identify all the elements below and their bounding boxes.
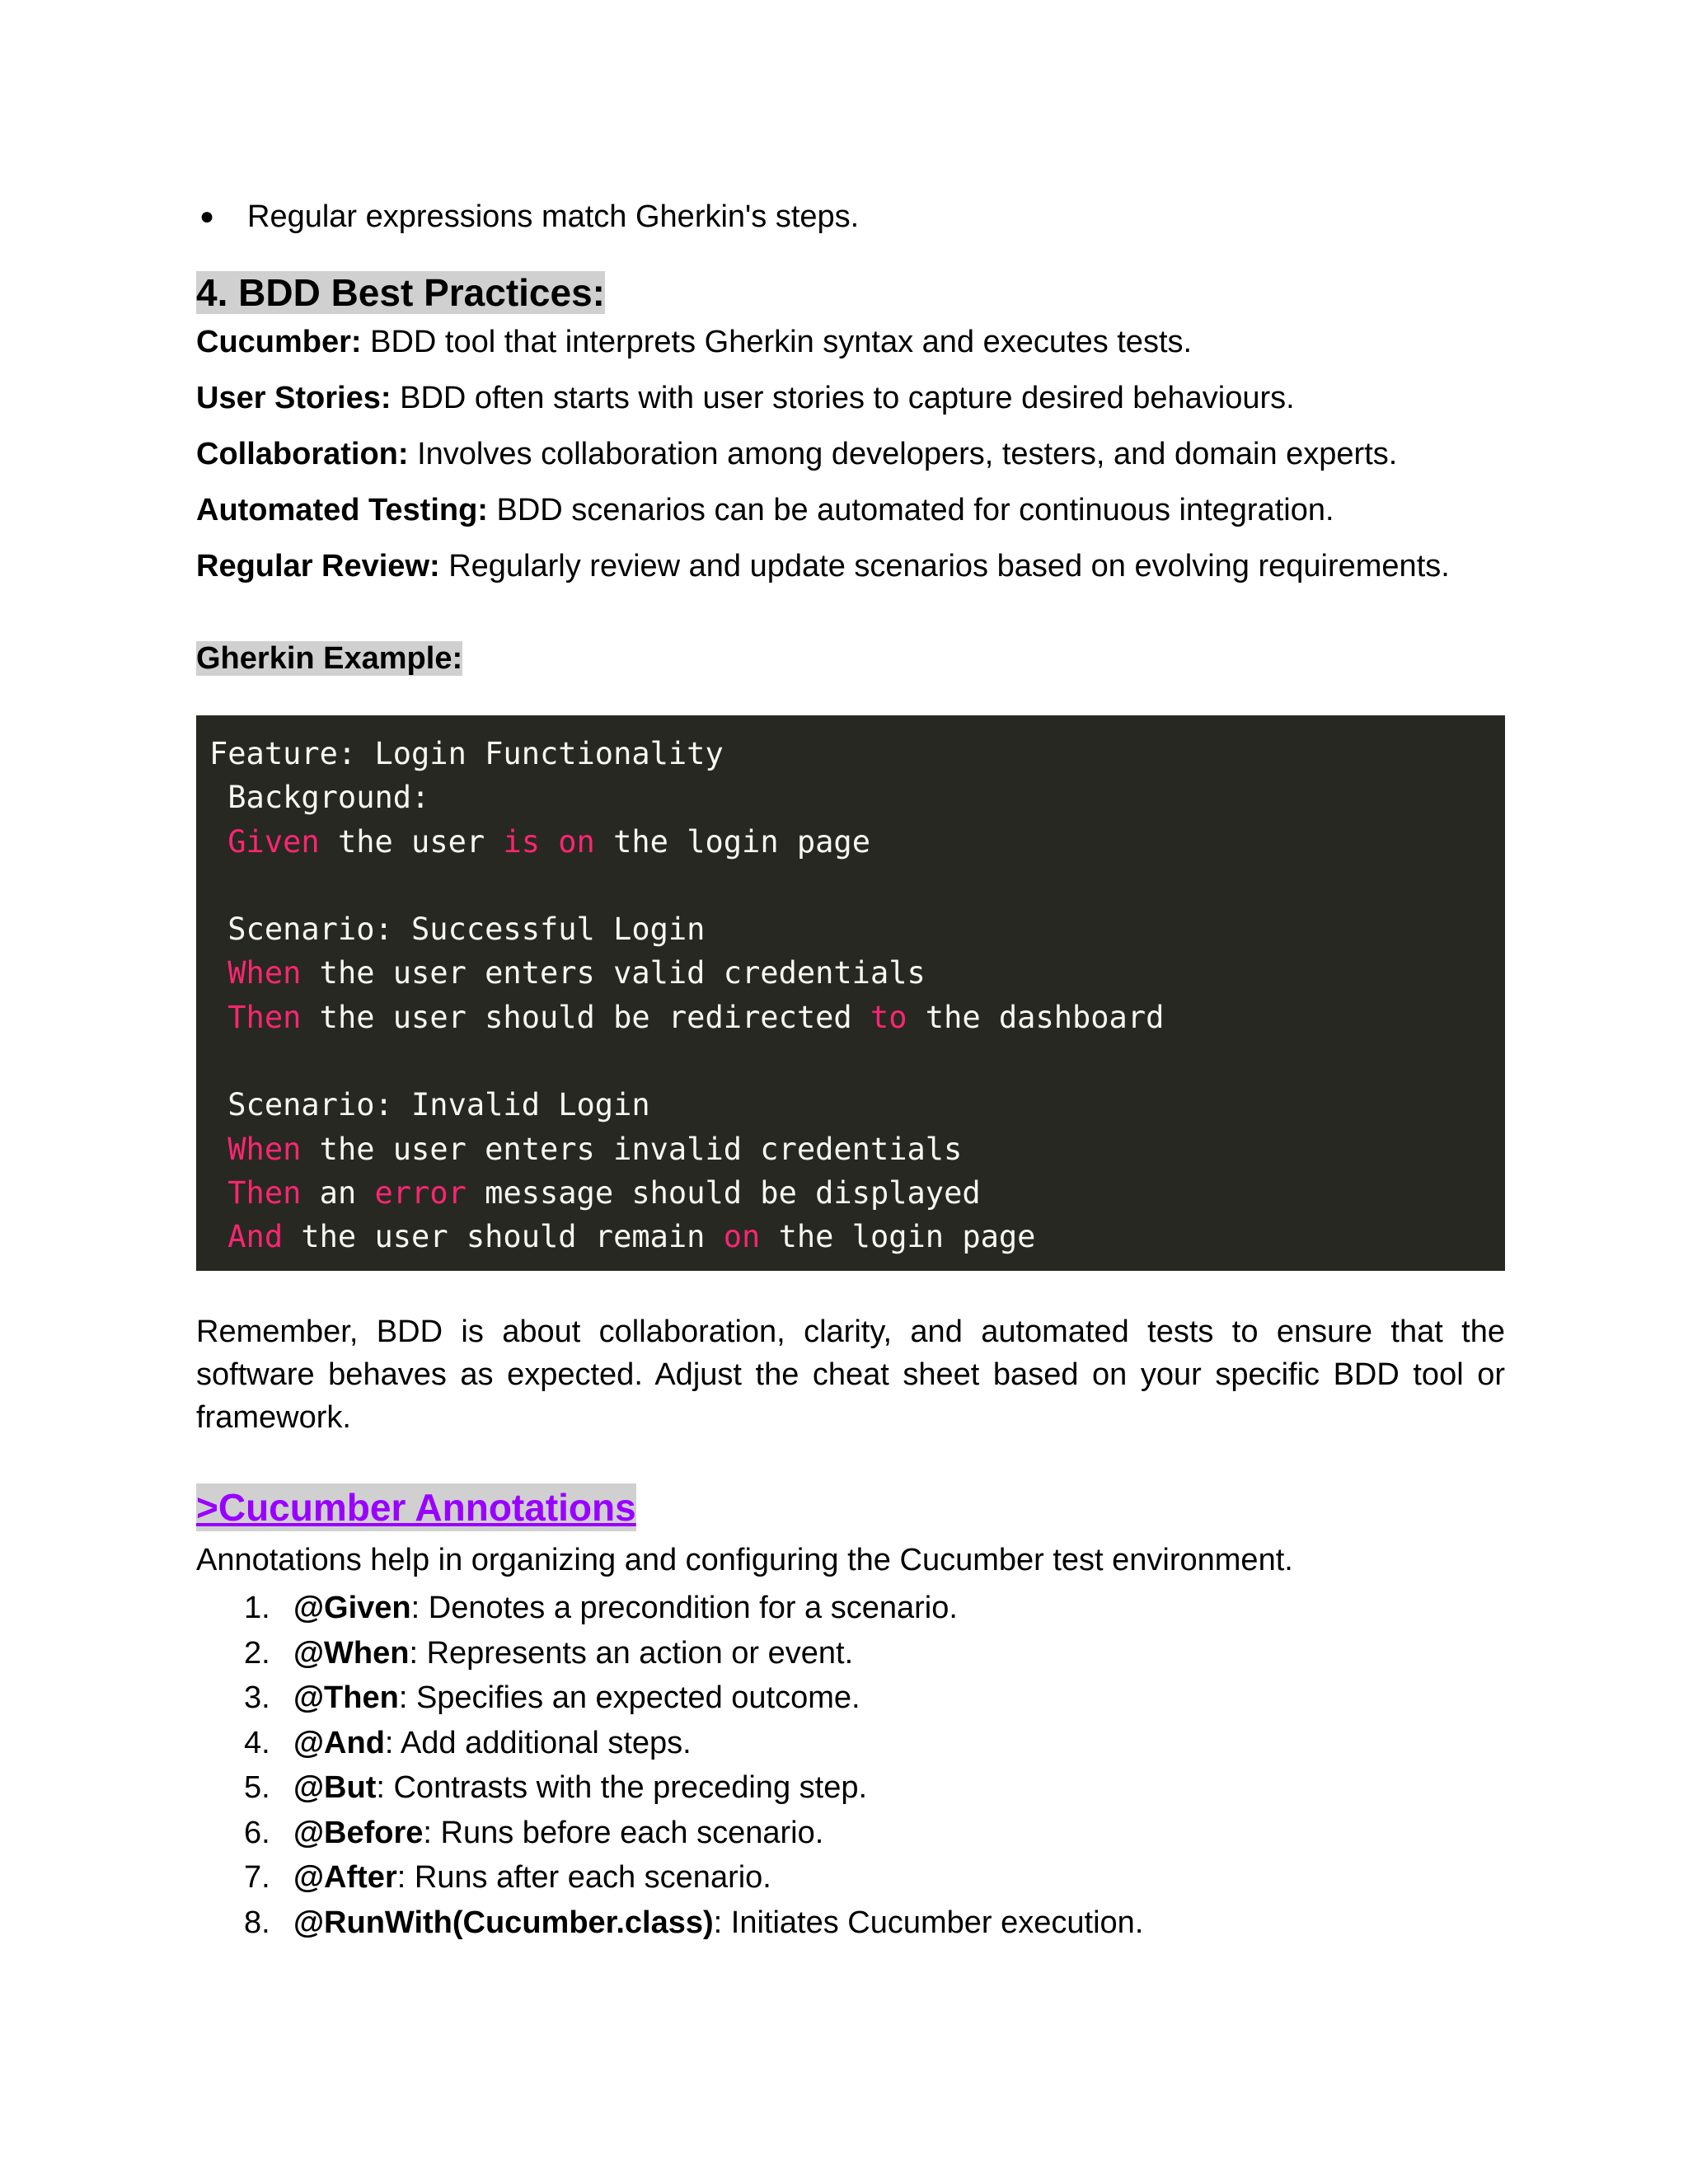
annotation-description: : Runs after each scenario. bbox=[396, 1860, 771, 1895]
annotation-name: @And bbox=[293, 1725, 385, 1760]
code-keyword: error bbox=[374, 1174, 467, 1211]
annotation-description: : Contrasts with the preceding step. bbox=[376, 1770, 868, 1805]
best-practice-term: Regular Review: bbox=[196, 549, 440, 583]
code-text: an bbox=[301, 1174, 375, 1211]
code-text: the user enters invalid credentials bbox=[301, 1131, 963, 1167]
annotation-name: @Given bbox=[293, 1591, 411, 1625]
code-line bbox=[209, 732, 1492, 776]
code-line bbox=[209, 951, 1492, 995]
annotation-number: 8. bbox=[244, 1905, 270, 1940]
annotation-description: : Runs before each scenario. bbox=[423, 1815, 824, 1850]
code-text: the user should be redirected bbox=[301, 999, 870, 1035]
bullet-text: Regular expressions match Gherkin's steps. bbox=[247, 199, 860, 234]
best-practice-item bbox=[196, 379, 1515, 435]
code-text: the login page bbox=[760, 1219, 1036, 1255]
code-text: the user enters valid credentials bbox=[301, 955, 926, 991]
annotation-description: : Denotes a precondition for a scenario. bbox=[410, 1591, 958, 1625]
annotation-number: 5. bbox=[244, 1770, 270, 1805]
code-text bbox=[209, 1219, 227, 1254]
annotation-number: 1. bbox=[244, 1591, 270, 1625]
annotation-description: : Represents an action or event. bbox=[409, 1635, 854, 1671]
code-text bbox=[540, 824, 558, 860]
best-practice-term: Automated Testing: bbox=[196, 493, 488, 527]
annotation-number: 4. bbox=[244, 1725, 270, 1760]
code-line bbox=[209, 907, 1492, 951]
code-line bbox=[209, 776, 1492, 819]
annotation-description: : Specifies an expected outcome. bbox=[398, 1680, 860, 1715]
annotation-text bbox=[293, 1634, 853, 1672]
best-practice-term: Collaboration: bbox=[196, 437, 409, 471]
code-text: Scenario: Successful Login bbox=[209, 912, 706, 948]
best-practices-heading-text: 4. BDD Best Practices: bbox=[196, 271, 605, 314]
code-text bbox=[209, 1132, 227, 1167]
code-text bbox=[209, 955, 227, 991]
annotation-name: @When bbox=[293, 1635, 410, 1671]
code-line bbox=[209, 1083, 1492, 1127]
code-text: message should be displayed bbox=[466, 1174, 981, 1211]
annotation-name: @But bbox=[293, 1770, 377, 1805]
annotation-name: @Before bbox=[293, 1815, 424, 1850]
annotation-number: 7. bbox=[244, 1860, 270, 1895]
gherkin-example-heading bbox=[196, 640, 462, 677]
annotation-name: @RunWith(Cucumber.class) bbox=[293, 1905, 714, 1940]
code-text: Scenario: Invalid Login bbox=[209, 1087, 650, 1123]
annotation-text bbox=[293, 1858, 771, 1896]
code-text: the user bbox=[319, 823, 504, 860]
code-text: Feature: Login Functionality bbox=[209, 736, 724, 771]
gherkin-example-heading-text: Gherkin Example: bbox=[196, 641, 463, 676]
annotation-number: 2. bbox=[244, 1635, 270, 1671]
code-text bbox=[209, 1000, 227, 1035]
code-text: the login page bbox=[594, 823, 870, 860]
annotation-text bbox=[293, 1724, 692, 1762]
code-line bbox=[209, 1127, 1492, 1171]
code-keyword: to bbox=[870, 999, 907, 1035]
best-practice-term: Cucumber: bbox=[196, 325, 362, 359]
code-line bbox=[209, 996, 1492, 1039]
annotation-text bbox=[293, 1904, 1143, 1942]
code-keyword: Then bbox=[227, 999, 302, 1035]
best-practice-description: BDD tool that interprets Gherkin syntax and executes tests. bbox=[361, 325, 1193, 359]
annotation-text bbox=[293, 1814, 823, 1852]
best-practices-list bbox=[196, 323, 1515, 603]
best-practice-item bbox=[196, 547, 1515, 603]
bullet-item bbox=[199, 198, 860, 236]
annotation-name: @Then bbox=[293, 1680, 399, 1715]
code-text: the dashboard bbox=[907, 999, 1165, 1035]
code-keyword: When bbox=[227, 955, 302, 991]
bullet-marker-icon: ● bbox=[199, 203, 215, 230]
code-keyword: on bbox=[558, 823, 595, 860]
code-line bbox=[209, 864, 1492, 907]
best-practice-description: Regularly review and update scenarios based on evolving requirements. bbox=[439, 549, 1450, 583]
code-line bbox=[209, 1215, 1492, 1258]
code-text bbox=[209, 824, 227, 860]
code-line bbox=[209, 1171, 1492, 1215]
best-practice-description: BDD scenarios can be automated for continuous integration. bbox=[487, 493, 1334, 527]
best-practice-description: BDD often starts with user stories to capture desired behaviours. bbox=[391, 381, 1295, 415]
code-keyword: Given bbox=[227, 823, 320, 860]
annotation-description: : Add additional steps. bbox=[384, 1725, 692, 1760]
annotation-text bbox=[293, 1589, 958, 1627]
code-text: the user should remain bbox=[283, 1219, 724, 1255]
annotation-number: 3. bbox=[244, 1680, 270, 1715]
annotations-intro: Annotations help in organizing and configuring the Cucumber test environment. bbox=[196, 1543, 1293, 1577]
code-text: Background: bbox=[209, 780, 430, 816]
gherkin-code-block bbox=[196, 715, 1505, 1271]
annotation-description: : Initiates Cucumber execution. bbox=[713, 1905, 1144, 1940]
best-practice-item bbox=[196, 435, 1515, 491]
code-keyword: Then bbox=[227, 1174, 302, 1211]
best-practice-description: Involves collaboration among developers, testers, and domain experts. bbox=[408, 437, 1398, 471]
annotation-name: @After bbox=[293, 1860, 397, 1895]
code-line bbox=[209, 1039, 1492, 1083]
cucumber-annotations-link[interactable]: >Cucumber Annotations bbox=[196, 1483, 636, 1531]
remember-paragraph: Remember, BDD is about collaboration, clarity, and automated tests to ensure that the software behaves as expected. Adjust the cheat sheet based on your specific BDD tool or framework. bbox=[196, 1315, 1505, 1435]
annotation-text bbox=[293, 1769, 867, 1807]
annotation-text bbox=[293, 1679, 860, 1717]
best-practice-item bbox=[196, 323, 1515, 379]
code-keyword: is bbox=[503, 823, 540, 860]
code-keyword: And bbox=[227, 1219, 284, 1255]
best-practice-term: User Stories: bbox=[196, 381, 392, 415]
code-keyword: on bbox=[723, 1219, 761, 1255]
code-text bbox=[209, 1175, 227, 1211]
annotation-number: 6. bbox=[244, 1815, 270, 1850]
best-practice-item bbox=[196, 491, 1515, 547]
code-line bbox=[209, 820, 1492, 864]
best-practices-heading bbox=[196, 269, 605, 316]
code-keyword: When bbox=[227, 1131, 302, 1167]
